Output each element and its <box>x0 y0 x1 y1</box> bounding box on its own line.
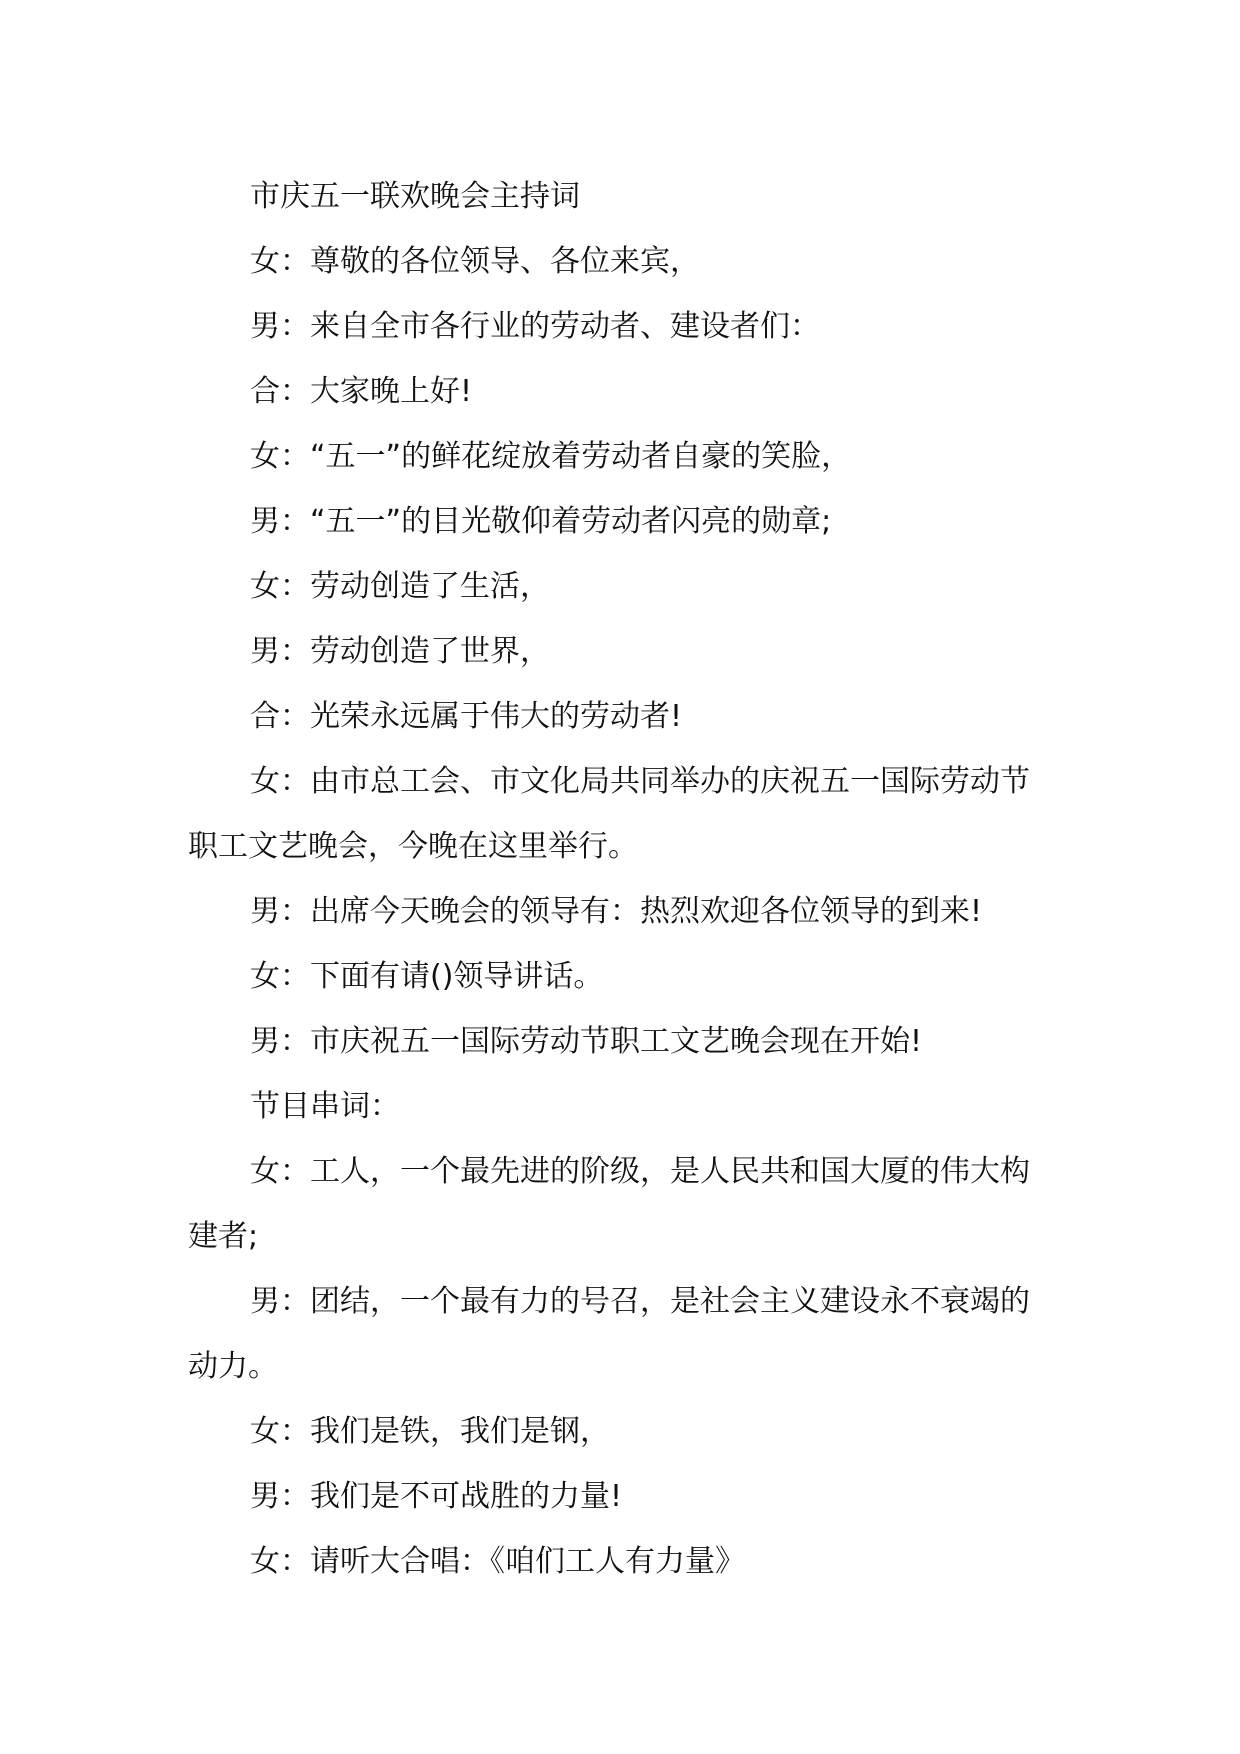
paragraph: 合：大家晚上好! <box>250 374 473 409</box>
paragraph: 男：劳动创造了世界， <box>250 634 550 669</box>
paragraph: 男：“五一”的目光敬仰着劳动者闪亮的勋章; <box>250 504 832 539</box>
paragraph: 合：光荣永远属于伟大的劳动者! <box>250 699 683 734</box>
paragraph: 女：尊敬的各位领导、各位来宾， <box>250 244 700 279</box>
paragraph: 男：市庆祝五一国际劳动节职工文艺晚会现在开始! <box>250 1024 923 1059</box>
paragraph: 女：由市总工会、市文化局共同举办的庆祝五一国际劳动节职工文艺晚会，今晚在这里举行。 <box>188 764 1030 864</box>
section-heading: 节目串词： <box>250 1089 400 1124</box>
paragraph: 男：团结，一个最有力的号召，是社会主义建设永不衰竭的动力。 <box>188 1284 1030 1384</box>
paragraph: 男：我们是不可战胜的力量! <box>250 1479 623 1514</box>
paragraph: 女：工人，一个最先进的阶级，是人民共和国大厦的伟大构建者; <box>188 1154 1030 1254</box>
document-body <box>188 164 1058 1594</box>
document-title: 市庆五一联欢晚会主持词 <box>250 179 580 214</box>
paragraph: 男：出席今天晚会的领导有：热烈欢迎各位领导的到来! <box>250 894 983 929</box>
paragraph: 女：劳动创造了生活， <box>250 569 550 604</box>
paragraph: 男：来自全市各行业的劳动者、建设者们： <box>250 309 820 344</box>
paragraph: 女：请听大合唱：《咱们工人有力量》 <box>250 1544 745 1579</box>
paragraph: 女：我们是铁，我们是钢， <box>250 1414 610 1449</box>
paragraph: 女：“五一”的鲜花绽放着劳动者自豪的笑脸， <box>250 439 852 474</box>
paragraph: 女：下面有请()领导讲话。 <box>250 959 604 994</box>
